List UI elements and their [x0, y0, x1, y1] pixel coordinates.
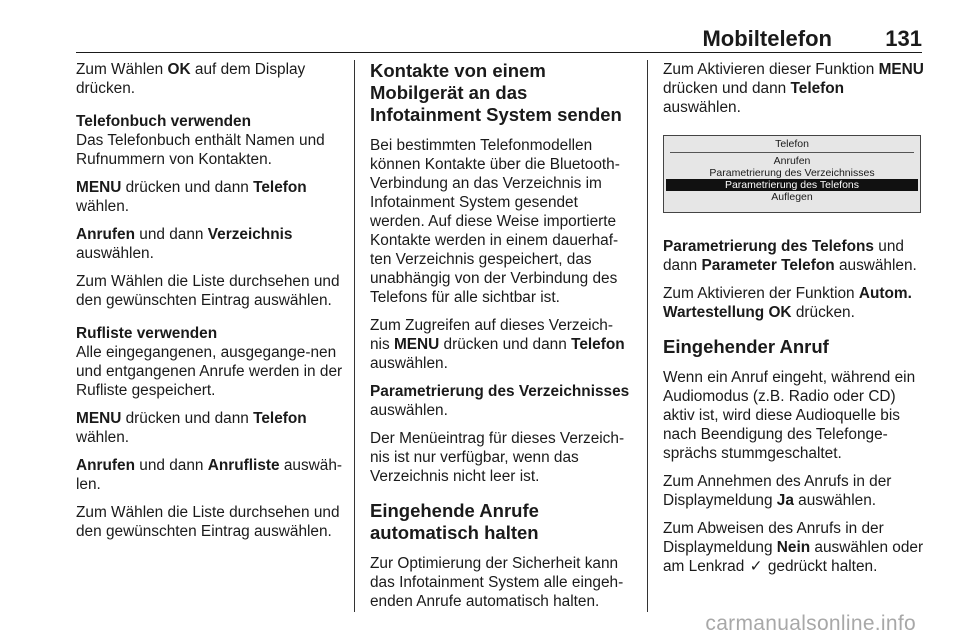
paragraph: Zum Annehmen des Anrufs in der Displaymeldung Ja auswählen.	[663, 473, 892, 509]
page-title: Mobiltelefon	[702, 26, 832, 51]
checkmark-icon: ✓	[749, 558, 763, 575]
menu-item: Anrufen	[773, 155, 811, 167]
paragraph: Zum Aktivieren dieser Funktion MENU drücken und dann Telefon auswählen.	[663, 61, 924, 116]
paragraph: Parametrierung des Verzeichnisses auswählen.	[370, 383, 630, 419]
column-right	[663, 60, 925, 585]
section-heading: Eingehende Anrufe automatisch halten	[370, 500, 539, 543]
paragraph: Anrufen und dann Anrufliste auswäh-len.	[76, 457, 343, 493]
section-title: Rufliste verwenden	[76, 325, 218, 342]
paragraph: Alle eingegangenen, ausgegange-nen und entgangenen Anrufe werden in der Rufliste gespeichert.	[76, 344, 343, 399]
paragraph: Parametrierung des Telefons und dann Parameter Telefon auswählen.	[663, 238, 917, 274]
page-header	[76, 26, 922, 53]
column-left	[76, 60, 344, 550]
paragraph: Zum Aktivieren der Funktion Autom. Wartestellung OK drücken.	[663, 285, 912, 321]
paragraph: Zur Optimierung der Sicherheit kann das Infotainment System alle eingeh-enden Anrufe automatisch halten.	[370, 555, 624, 610]
menu-title: Telefon	[670, 137, 914, 153]
menu-item-selected: Parametrierung des Telefons	[666, 179, 918, 191]
watermark: carmanualsonline.info	[705, 612, 916, 635]
section-heading: Eingehender Anruf	[663, 336, 829, 357]
column-middle	[370, 60, 632, 620]
column-divider	[354, 60, 355, 612]
menu-screenshot	[663, 135, 921, 213]
paragraph: MENU drücken und dann Telefon wählen.	[76, 410, 307, 446]
page-number: 131	[885, 26, 922, 51]
paragraph: Zum Zugreifen auf dieses Verzeich-nis MENU drücken und dann Telefon auswählen.	[370, 317, 625, 372]
menu-item: Auflegen	[771, 191, 813, 203]
section-heading: Kontakte von einem Mobilgerät an das Infotainment System senden	[370, 60, 622, 125]
paragraph: Das Telefonbuch enthält Namen und Rufnummern von Kontakten.	[76, 132, 325, 168]
paragraph: Zum Wählen die Liste durchsehen und den gewünschten Eintrag auswählen.	[76, 504, 340, 540]
paragraph: Anrufen und dann Verzeichnis auswählen.	[76, 226, 293, 262]
paragraph: Zum Wählen die Liste durchsehen und den gewünschten Eintrag auswählen.	[76, 273, 340, 309]
paragraph: Wenn ein Anruf eingeht, während ein Audiomodus (z.B. Radio oder CD) aktiv ist, wird diese Audioquelle bis nach Beendigung des Telefonge-sprächs stummgeschaltet.	[663, 369, 916, 462]
column-divider	[647, 60, 648, 612]
menu-item: Parametrierung des Verzeichnisses	[709, 167, 875, 179]
section-title: Telefonbuch verwenden	[76, 113, 252, 130]
paragraph: Der Menüeintrag für dieses Verzeich-nis ist nur verfügbar, wenn das Verzeichnis nicht leer ist.	[370, 430, 625, 485]
paragraph: Bei bestimmten Telefonmodellen können Kontakte über die Bluetooth-Verbindung an das Verzeichnis im Infotainment System gesendet werden. Auf diese Weise importierte Kontakte werden in einem dauerhaf-ten Verzeichnis gespeichert, das unabhängig von der Verbindung des Telefons für alle sichtbar ist.	[370, 137, 620, 306]
paragraph: Zum Abweisen des Anrufs in der Displaymeldung Nein auswählen oder am Lenkrad ✓ gedrückt halten.	[663, 520, 924, 575]
paragraph: Zum Wählen OK auf dem Display drücken.	[76, 61, 306, 97]
paragraph: MENU drücken und dann Telefon wählen.	[76, 179, 307, 215]
